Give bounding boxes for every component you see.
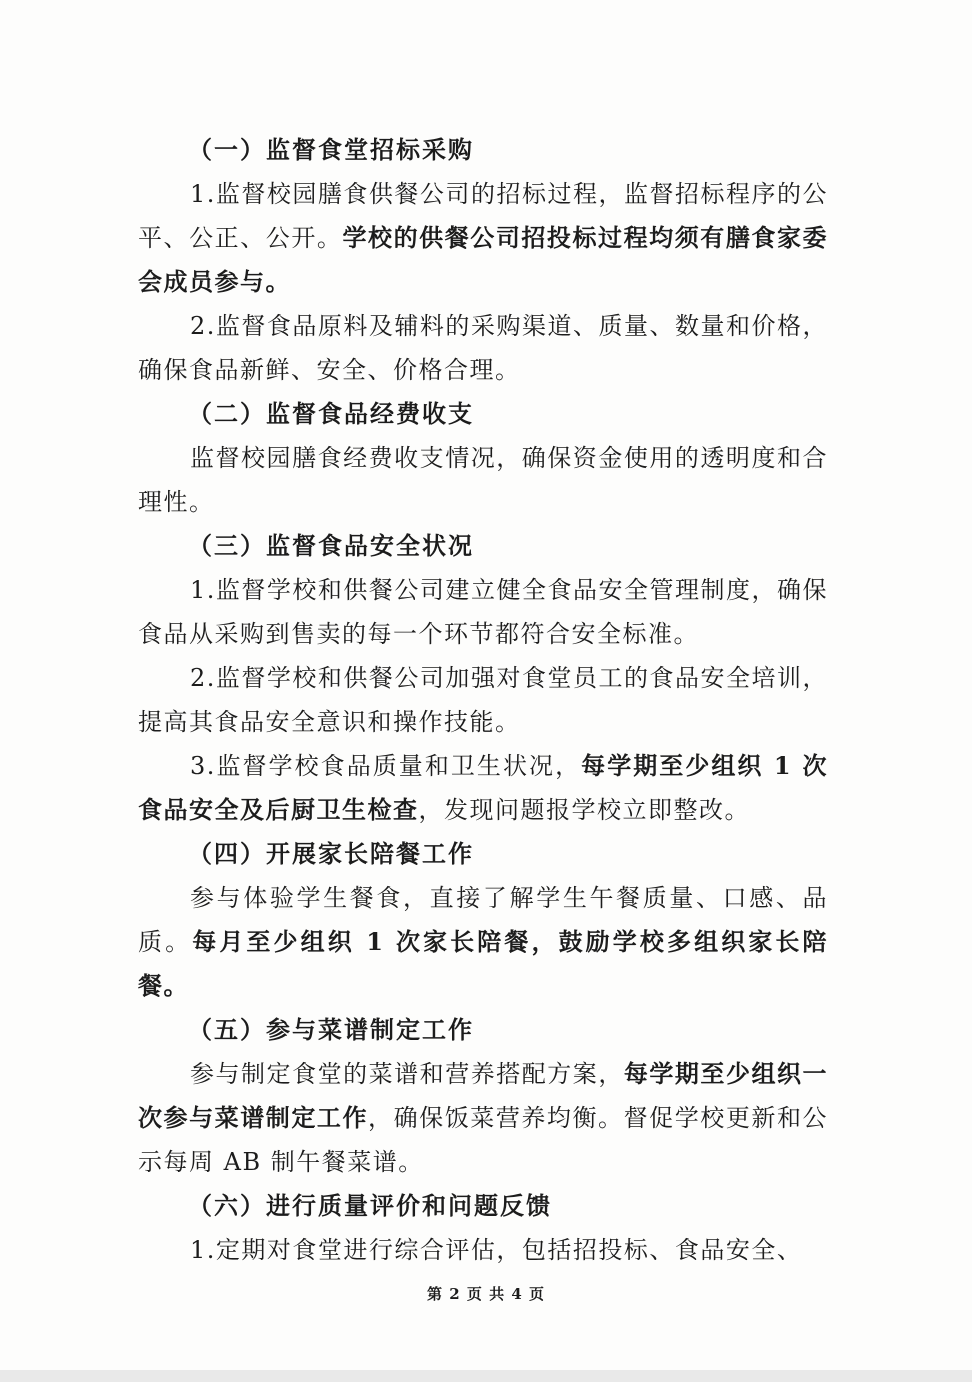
- page-number-footer: 第 2 页 共 4 页: [427, 1285, 545, 1303]
- section-heading: （三）监督食品安全状况: [188, 532, 474, 560]
- section-heading: （一）监督食堂招标采购: [188, 136, 474, 164]
- document-body: [138, 128, 828, 1272]
- paragraph: 参与制定食堂的菜谱和营养搭配方案，每学期至少组织一次参与菜谱制定工作，确保饭菜营养均衡。督促学校更新和公示每周 AB 制午餐菜谱。: [138, 1059, 829, 1176]
- section-heading: （四）开展家长陪餐工作: [188, 840, 474, 868]
- paragraph: 1.监督校园膳食供餐公司的招标过程，监督招标程序的公平、公正、公开。学校的供餐公司招投标过程均须有膳食家委会成员参与。: [138, 180, 829, 296]
- paragraph: 2.监督学校和供餐公司加强对食堂员工的食品安全培训，提高其食品安全意识和操作技能。: [138, 664, 828, 736]
- paragraph: 监督校园膳食经费收支情况，确保资金使用的透明度和合理性。: [138, 444, 828, 516]
- paragraph: 1.监督学校和供餐公司建立健全食品安全管理制度，确保食品从采购到售卖的每一个环节都符合安全标准。: [138, 576, 828, 648]
- page-edge: [0, 1370, 972, 1382]
- section-heading: （六）进行质量评价和问题反馈: [188, 1192, 552, 1220]
- paragraph: 参与体验学生餐食，直接了解学生午餐质量、口感、品质。每月至少组织 1 次家长陪餐，鼓励学校多组织家长陪餐。: [138, 884, 828, 1000]
- section-heading: （二）监督食品经费收支: [188, 400, 474, 428]
- paragraph: 1.定期对食堂进行综合评估，包括招投标、食品安全、: [190, 1236, 803, 1264]
- paragraph: 3.监督学校食品质量和卫生状况，每学期至少组织 1 次食品安全及后厨卫生检查，发现问题报学校立即整改。: [138, 751, 828, 824]
- paragraph: 2.监督食品原料及辅料的采购渠道、质量、数量和价格，确保食品新鲜、安全、价格合理。: [138, 312, 828, 384]
- section-heading: （五）参与菜谱制定工作: [188, 1016, 474, 1044]
